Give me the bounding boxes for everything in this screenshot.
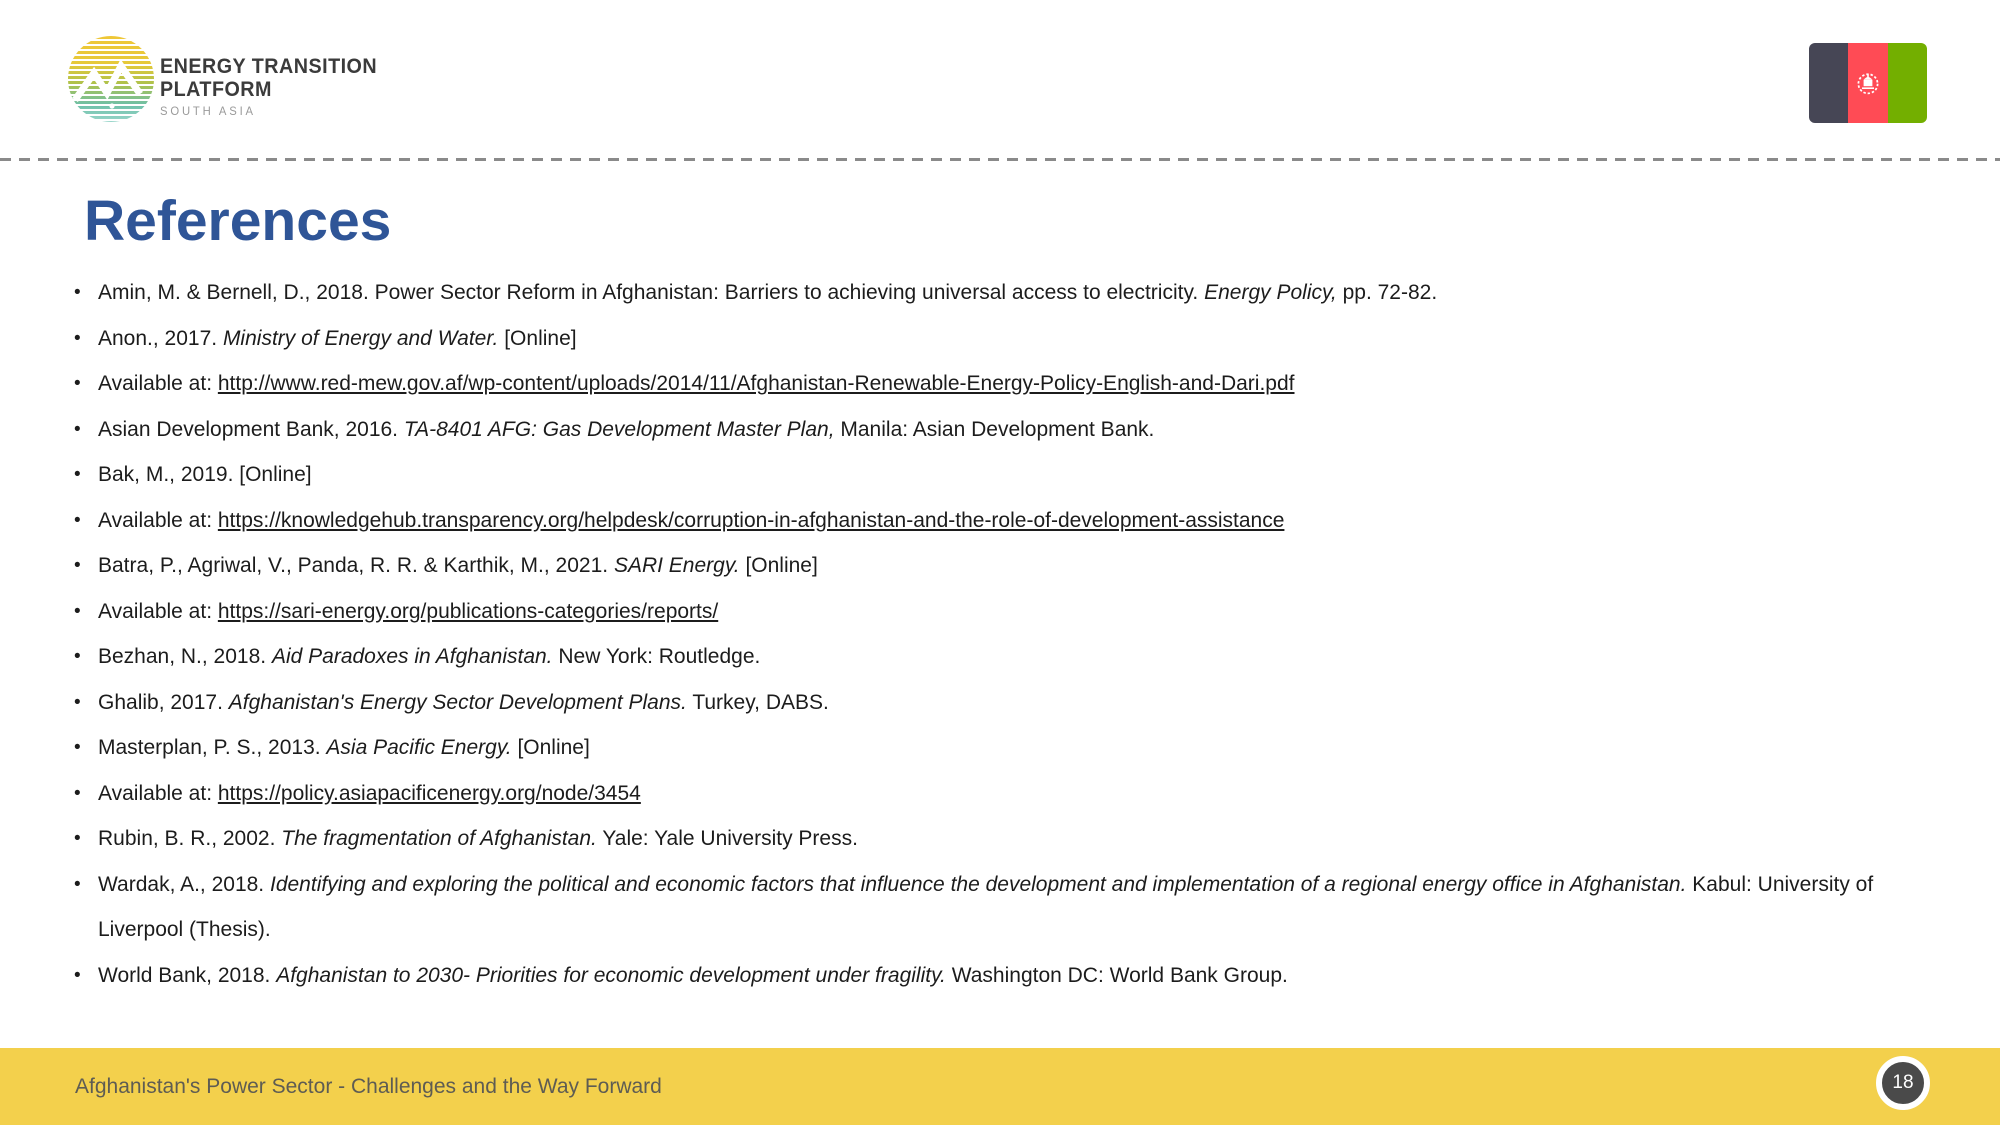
reference-item xyxy=(72,634,1882,680)
logo-line-2: PLATFORM xyxy=(160,78,272,101)
reference-text-italic: Ministry of Energy and Water. xyxy=(222,326,499,350)
reference-text-run: Bezhan, N., 2018. xyxy=(98,645,272,668)
reference-text-run: Bak, M., 2019. [Online] xyxy=(98,463,312,486)
reference-text-run: Wardak, A., 2018. xyxy=(98,872,270,896)
reference-text-run: Available at: xyxy=(98,372,218,395)
reference-text-italic: Asia Pacific Energy. xyxy=(326,736,512,759)
header-divider xyxy=(0,158,2000,161)
reference-text-run: Masterplan, P. S., 2013. xyxy=(98,736,327,759)
reference-text-run: Yale: Yale University Press. xyxy=(596,827,858,850)
reference-text-italic: Afghanistan to 2030- Priorities for economic development under fragility. xyxy=(276,963,946,987)
afghanistan-emblem-icon xyxy=(1852,67,1884,99)
reference-text-run: pp. 72-82. xyxy=(1336,281,1438,304)
reference-text-italic: Energy Policy, xyxy=(1204,281,1337,304)
reference-item xyxy=(72,771,1882,817)
reference-text-run: Asian Development Bank, 2016. xyxy=(98,417,404,441)
reference-text-italic: The fragmentation of Afghanistan. xyxy=(281,827,597,850)
reference-item xyxy=(72,953,1882,999)
reference-item xyxy=(72,816,1882,862)
flag-black-band xyxy=(1809,43,1848,123)
logo-subtitle: SOUTH ASIA xyxy=(160,104,256,118)
reference-text-run: Available at: xyxy=(98,508,218,532)
reference-text-run: Rubin, B. R., 2002. xyxy=(98,827,282,850)
reference-link[interactable]: https://policy.asiapacificenergy.org/node/3454 xyxy=(217,781,641,805)
reference-text-run: Turkey, DABS. xyxy=(686,690,829,714)
reference-text-run: [Online] xyxy=(739,554,818,577)
reference-text-run: [Online] xyxy=(511,736,590,759)
logo-line-1: ENERGY TRANSITION xyxy=(160,55,378,78)
reference-item xyxy=(72,452,1882,498)
reference-text-run: Anon., 2017. xyxy=(98,326,223,350)
reference-text-run: Manila: Asian Development Bank. xyxy=(834,417,1155,441)
reference-text-italic: TA-8401 AFG: Gas Development Master Plan, xyxy=(403,417,835,441)
reference-link[interactable]: https://sari-energy.org/publications-categories/reports/ xyxy=(217,599,719,623)
afghanistan-flag xyxy=(1809,43,1927,123)
reference-text-italic: Afghanistan's Energy Sector Development Plans. xyxy=(228,690,687,714)
reference-text-run: Batra, P., Agriwal, V., Panda, R. R. & Karthik, M., 2021. xyxy=(98,554,614,577)
flag-green-band xyxy=(1888,43,1927,123)
reference-item xyxy=(72,407,1882,453)
reference-text-run: [Online] xyxy=(498,326,577,350)
reference-text-run: Washington DC: World Bank Group. xyxy=(945,963,1288,987)
reference-item xyxy=(72,498,1882,544)
reference-text-italic: Aid Paradoxes in Afghanistan. xyxy=(271,645,553,668)
reference-link[interactable]: https://knowledgehub.transparency.org/helpdesk/corruption-in-afghanistan-and-the-role-of-development-assistance xyxy=(217,508,1285,532)
page-number: 18 xyxy=(1892,1072,1914,1093)
reference-text-run: Kabul: University of Liverpool (Thesis). xyxy=(98,872,1874,941)
mountain-w-icon xyxy=(68,36,154,122)
reference-text-run: World Bank, 2018. xyxy=(98,963,277,987)
reference-text-italic: SARI Energy. xyxy=(613,554,740,577)
reference-text-run: Ghalib, 2017. xyxy=(98,690,229,714)
reference-text-run: Amin, M. & Bernell, D., 2018. Power Sector Reform in Afghanistan: Barriers to achieving universal access to electricity. xyxy=(98,281,1205,304)
references-list xyxy=(72,270,1882,998)
flag-red-band xyxy=(1848,43,1887,123)
reference-item xyxy=(72,862,1882,953)
page-title: References xyxy=(84,189,392,253)
footer-title: Afghanistan's Power Sector - Challenges and the Way Forward xyxy=(75,1074,662,1098)
reference-item xyxy=(72,680,1882,726)
reference-text-run: New York: Routledge. xyxy=(552,645,761,668)
reference-text-run: Available at: xyxy=(98,781,218,805)
reference-link[interactable]: http://www.red-mew.gov.af/wp-content/uploads/2014/11/Afghanistan-Renewable-Energy-Policy-English-and-Dari.pdf xyxy=(217,372,1295,395)
reference-item xyxy=(72,725,1882,771)
reference-item xyxy=(72,270,1882,316)
footer-bar xyxy=(0,1048,2000,1125)
reference-text-italic: Identifying and exploring the political and economic factors that influence the development and implementation of a regional energy office in Afghanistan. xyxy=(269,872,1687,896)
reference-item xyxy=(72,543,1882,589)
reference-item xyxy=(72,361,1882,407)
page-number-badge xyxy=(1876,1056,1930,1110)
reference-item xyxy=(72,589,1882,635)
reference-item xyxy=(72,316,1882,362)
reference-text-run: Available at: xyxy=(98,599,218,623)
logo-text xyxy=(160,55,377,118)
